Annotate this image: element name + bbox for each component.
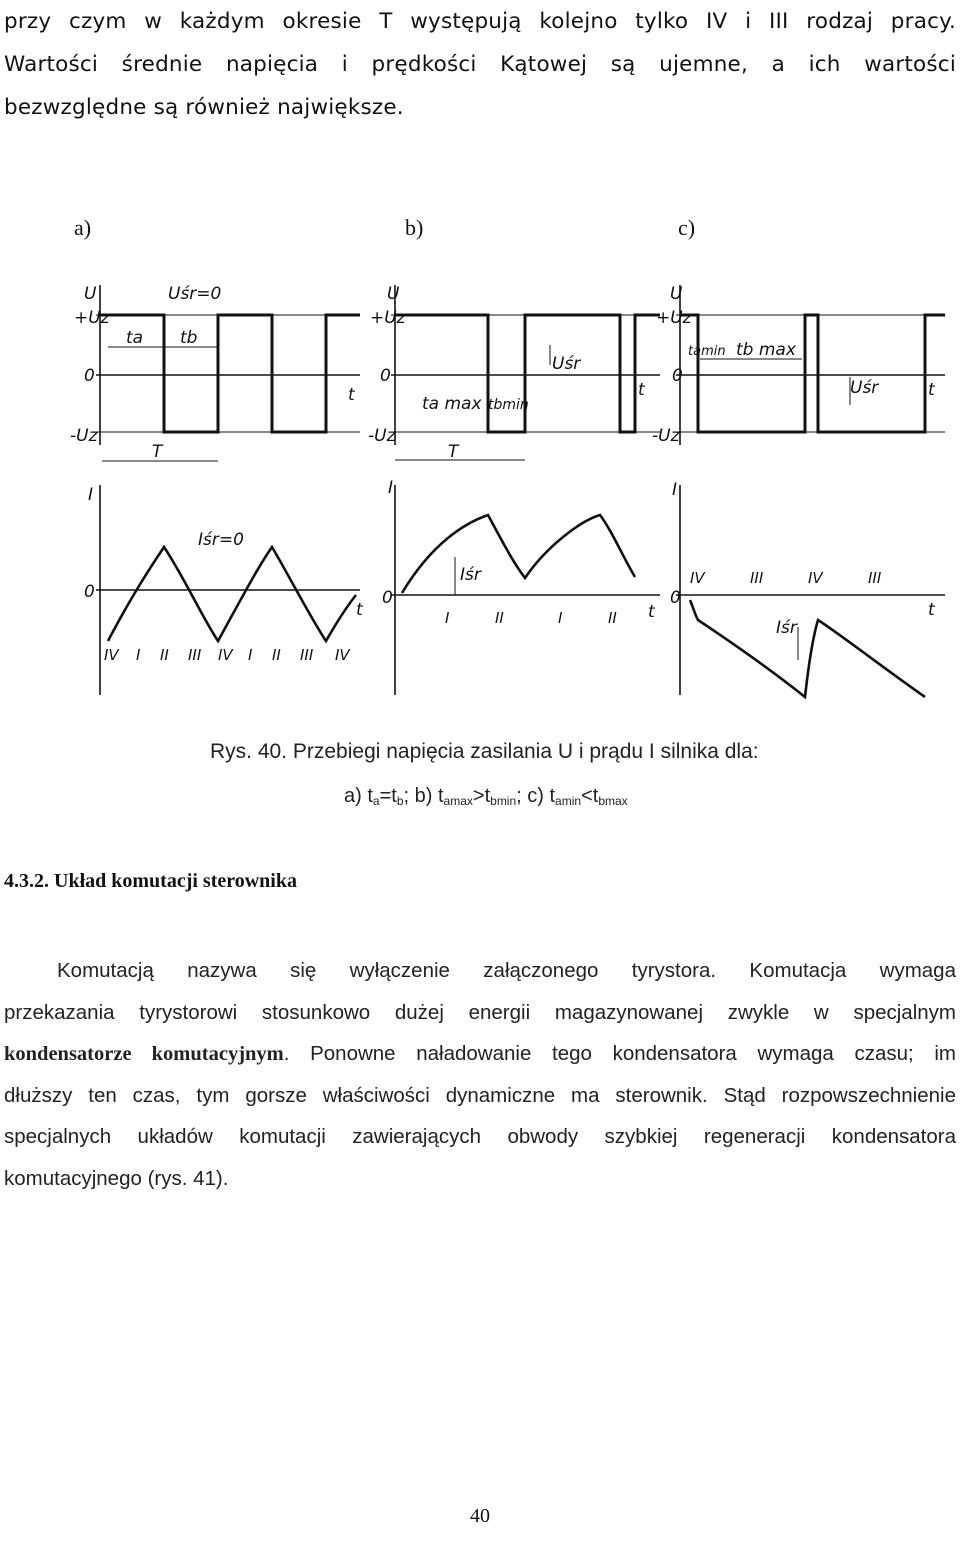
a-ta-label: ta — [126, 328, 144, 348]
c-mode-1: IV — [690, 569, 705, 587]
c-current-t-label: t — [928, 600, 935, 620]
a-i-label: I — [88, 485, 94, 505]
body-line-1: Komutacją nazywa się wyłączenie załączonego tyrystora. Komutacja wymaga — [57, 959, 956, 982]
caption-title: Rys. 40. Przebiegi napięcia zasilania U i prądu I silnika dla: — [210, 740, 759, 763]
intro-line-1: przy czym w każdym okresie T występują kolejno tylko IV i III rodzaj pracy. — [4, 9, 956, 34]
a-mode-5: IV — [218, 646, 233, 664]
panel-label-b: b) — [405, 215, 424, 240]
b-t-label: t — [638, 380, 645, 400]
c-mode-4: III — [868, 569, 882, 587]
b-current-wave — [402, 515, 635, 593]
b-zero-label: 0 — [380, 366, 391, 386]
caption-a-sub2: b — [396, 794, 404, 808]
a-current-t-label: t — [356, 600, 363, 620]
b-isr-label: Iśr — [460, 565, 481, 585]
intro-line-2: Wartości średnie napięcia i prędkości Kątowej są ujemne, a ich wartości — [4, 52, 956, 77]
panel-label-c: c) — [678, 215, 696, 240]
a-mode-6: I — [248, 646, 253, 664]
caption-c-sub1: amin — [555, 794, 582, 808]
caption-b-gt: >t — [472, 785, 491, 807]
caption-a-eq: =t — [379, 785, 397, 807]
b-i-label: I — [388, 478, 394, 498]
a-isr-label: Iśr=0 — [198, 530, 244, 550]
a-usr-label: Uśr=0 — [168, 284, 222, 304]
caption-c-sub2: bmax — [598, 794, 628, 808]
caption-a-sub1: a — [372, 794, 380, 808]
c-mode-2: III — [750, 569, 764, 587]
waveform-figure — [60, 265, 950, 705]
body-line-3-rest: . Ponowne naładowanie tego kondensatora wymaga czasu; im — [283, 1042, 956, 1065]
c-tbmax-label: tb max — [736, 340, 796, 360]
b-plus-uz: +Uz — [370, 308, 406, 328]
b-mode-4: II — [608, 609, 617, 627]
body-paragraph — [4, 950, 956, 1199]
b-period-label: T — [448, 442, 459, 462]
caption-c-lt: <t — [581, 785, 599, 807]
b-minus-uz: -Uz — [368, 426, 396, 446]
a-tb-label: tb — [180, 328, 198, 348]
figure-panel-labels — [0, 215, 960, 245]
body-line-3 — [4, 1033, 956, 1075]
b-current-zero-label: 0 — [382, 588, 393, 608]
a-mode-7: II — [272, 646, 281, 664]
body-line-2: przekazania tyrystorowi stosunkowo dużej energii magazynowanej zwykle w specjalnym — [4, 1000, 956, 1024]
c-isr-label: Iśr — [776, 618, 797, 638]
caption-b-sub1: amax — [443, 794, 473, 808]
c-current-wave — [690, 600, 925, 697]
b-current-t-label: t — [648, 602, 655, 622]
body-bold-term: kondensatorze komutacyjnym — [4, 1043, 284, 1065]
c-t-label: t — [928, 380, 935, 400]
caption-c-prefix: ; c) t — [516, 785, 556, 807]
body-line-4: dłuższy ten czas, tym gorsze właściwości dynamiczne ma sterownik. Stąd rozpowszechnienie — [4, 1083, 956, 1107]
c-zero-label: 0 — [672, 366, 683, 386]
a-zero-label: 0 — [84, 366, 95, 386]
b-voltage-wave — [395, 315, 660, 432]
a-t-label: t — [348, 385, 355, 405]
a-minus-uz: -Uz — [70, 426, 98, 446]
a-mode-2: I — [136, 646, 141, 664]
panel-label-a: a) — [74, 215, 92, 240]
c-u-label: U — [670, 284, 683, 304]
a-mode-1: IV — [104, 646, 119, 664]
b-tbmin-label: tbmin — [488, 397, 529, 413]
b-usr-label: Uśr — [552, 354, 581, 374]
intro-line-3: bezwzględne są również największe. — [4, 95, 404, 120]
section-heading: 4.3.2. Układ komutacji sterownika — [4, 870, 297, 892]
b-mode-1: I — [445, 609, 450, 627]
a-u-label: U — [84, 284, 97, 304]
caption-b-sub2: bmin — [490, 794, 517, 808]
c-tamin-label: tamin — [688, 344, 726, 359]
a-mode-8: III — [300, 646, 314, 664]
a-mode-9: IV — [335, 646, 350, 664]
b-mode-3: I — [558, 609, 563, 627]
body-line-5: specjalnych układów komutacji zawierających obwody szybkiej regeneracji kondensatora — [4, 1125, 956, 1148]
c-mode-3: IV — [808, 569, 823, 587]
caption-a-prefix: a) t — [344, 785, 373, 807]
a-period-label: T — [152, 442, 163, 462]
b-tamax-label: ta max — [422, 394, 482, 414]
c-current-zero-label: 0 — [670, 588, 681, 608]
a-mode-3: II — [160, 646, 169, 664]
page-number: 40 — [470, 1505, 490, 1527]
b-u-label: U — [387, 284, 400, 304]
b-mode-2: II — [495, 609, 504, 627]
a-plus-uz: +Uz — [74, 308, 110, 328]
caption-b-prefix: ; b) t — [403, 785, 444, 807]
c-minus-uz: -Uz — [652, 426, 680, 446]
c-i-label: I — [672, 480, 678, 500]
a-current-zero-label: 0 — [84, 582, 95, 602]
body-line-6: komutacyjnego (rys. 41). — [4, 1166, 229, 1190]
a-current-wave — [108, 547, 356, 641]
a-mode-4: III — [188, 646, 202, 664]
intro-paragraph — [4, 0, 956, 129]
c-voltage-wave — [680, 315, 945, 432]
c-plus-uz: +Uz — [656, 308, 692, 328]
caption-conditions — [344, 785, 628, 808]
c-usr-label: Uśr — [850, 378, 879, 398]
